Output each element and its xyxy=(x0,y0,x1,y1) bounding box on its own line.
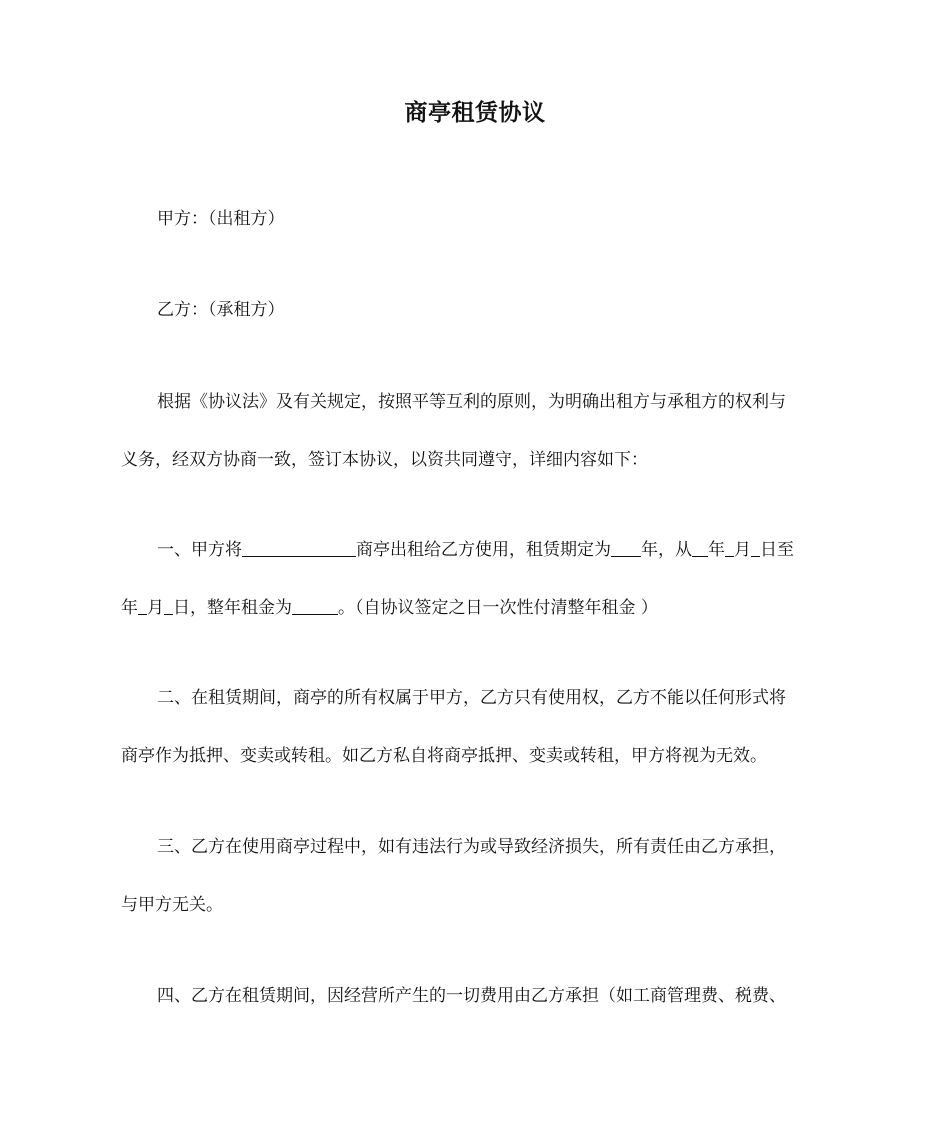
clause-1-text-d: 年 xyxy=(708,540,725,560)
clause-1-text-c: 年，从 xyxy=(641,540,692,560)
intro-line-1: 根据《协议法》及有关规定，按照平等互利的原则，为明确出租方与承租方的权利与 xyxy=(157,392,786,412)
document-title: 商亭租赁协议 xyxy=(404,100,546,126)
clause-3-line-1: 三、乙方在使用商亭过程中，如有违法行为或导致经济损失，所有责任由乙方承担， xyxy=(157,837,786,857)
clause-3-paragraph xyxy=(121,818,831,934)
clause-1-text-b: 商亭出租给乙方使用，租赁期定为 xyxy=(356,540,611,560)
clause-1-text-f: 日至 xyxy=(760,540,794,560)
start-year-blank xyxy=(692,539,708,557)
clause-1-text-j: 。（自协议签定之日一次性付清整年租金 ） xyxy=(338,598,658,618)
intro-paragraph xyxy=(121,373,831,489)
party-a-text: 甲方：（出租方） xyxy=(157,209,285,229)
start-month-blank xyxy=(725,539,734,557)
clause-1-text-e: 月 xyxy=(734,540,751,560)
clause-1-line-1 xyxy=(121,521,831,579)
clause-1-text-g: 年 xyxy=(121,598,138,618)
end-month-blank xyxy=(138,597,147,615)
party-b-text: 乙方：（承租方） xyxy=(157,300,285,320)
party-b-line xyxy=(121,281,831,339)
clause-2-paragraph xyxy=(121,669,831,785)
party-a-line xyxy=(121,190,831,248)
clause-2-line-1: 二、在租赁期间，商亭的所有权属于甲方，乙方只有使用权，乙方不能以任何形式将 xyxy=(157,688,786,708)
clause-1-text-h: 月 xyxy=(147,598,164,618)
clause-3-line-2: 与甲方无关。 xyxy=(121,895,223,915)
start-day-blank xyxy=(751,539,760,557)
clause-4-line-1: 四、乙方在租赁期间，因经营所产生的一切费用由乙方承担（如工商管理费、税费、 xyxy=(157,986,786,1006)
intro-line-2: 义务，经双方协商一致，签订本协议，以资共同遵守，详细内容如下： xyxy=(121,450,648,470)
clause-4-paragraph xyxy=(121,967,831,1025)
rent-amount-blank xyxy=(292,597,338,615)
clause-1-paragraph xyxy=(121,521,831,637)
shop-name-blank xyxy=(242,539,356,557)
clause-1-text-a: 一、甲方将 xyxy=(157,540,242,560)
end-day-blank xyxy=(164,597,173,615)
term-years-blank xyxy=(611,539,641,557)
clause-1-text-i: 日，整年租金为 xyxy=(173,598,292,618)
clause-1-line-2 xyxy=(121,579,831,637)
clause-2-line-2: 商亭作为抵押、变卖或转租。如乙方私自将商亭抵押、变卖或转租，甲方将视为无效。 xyxy=(121,746,767,766)
